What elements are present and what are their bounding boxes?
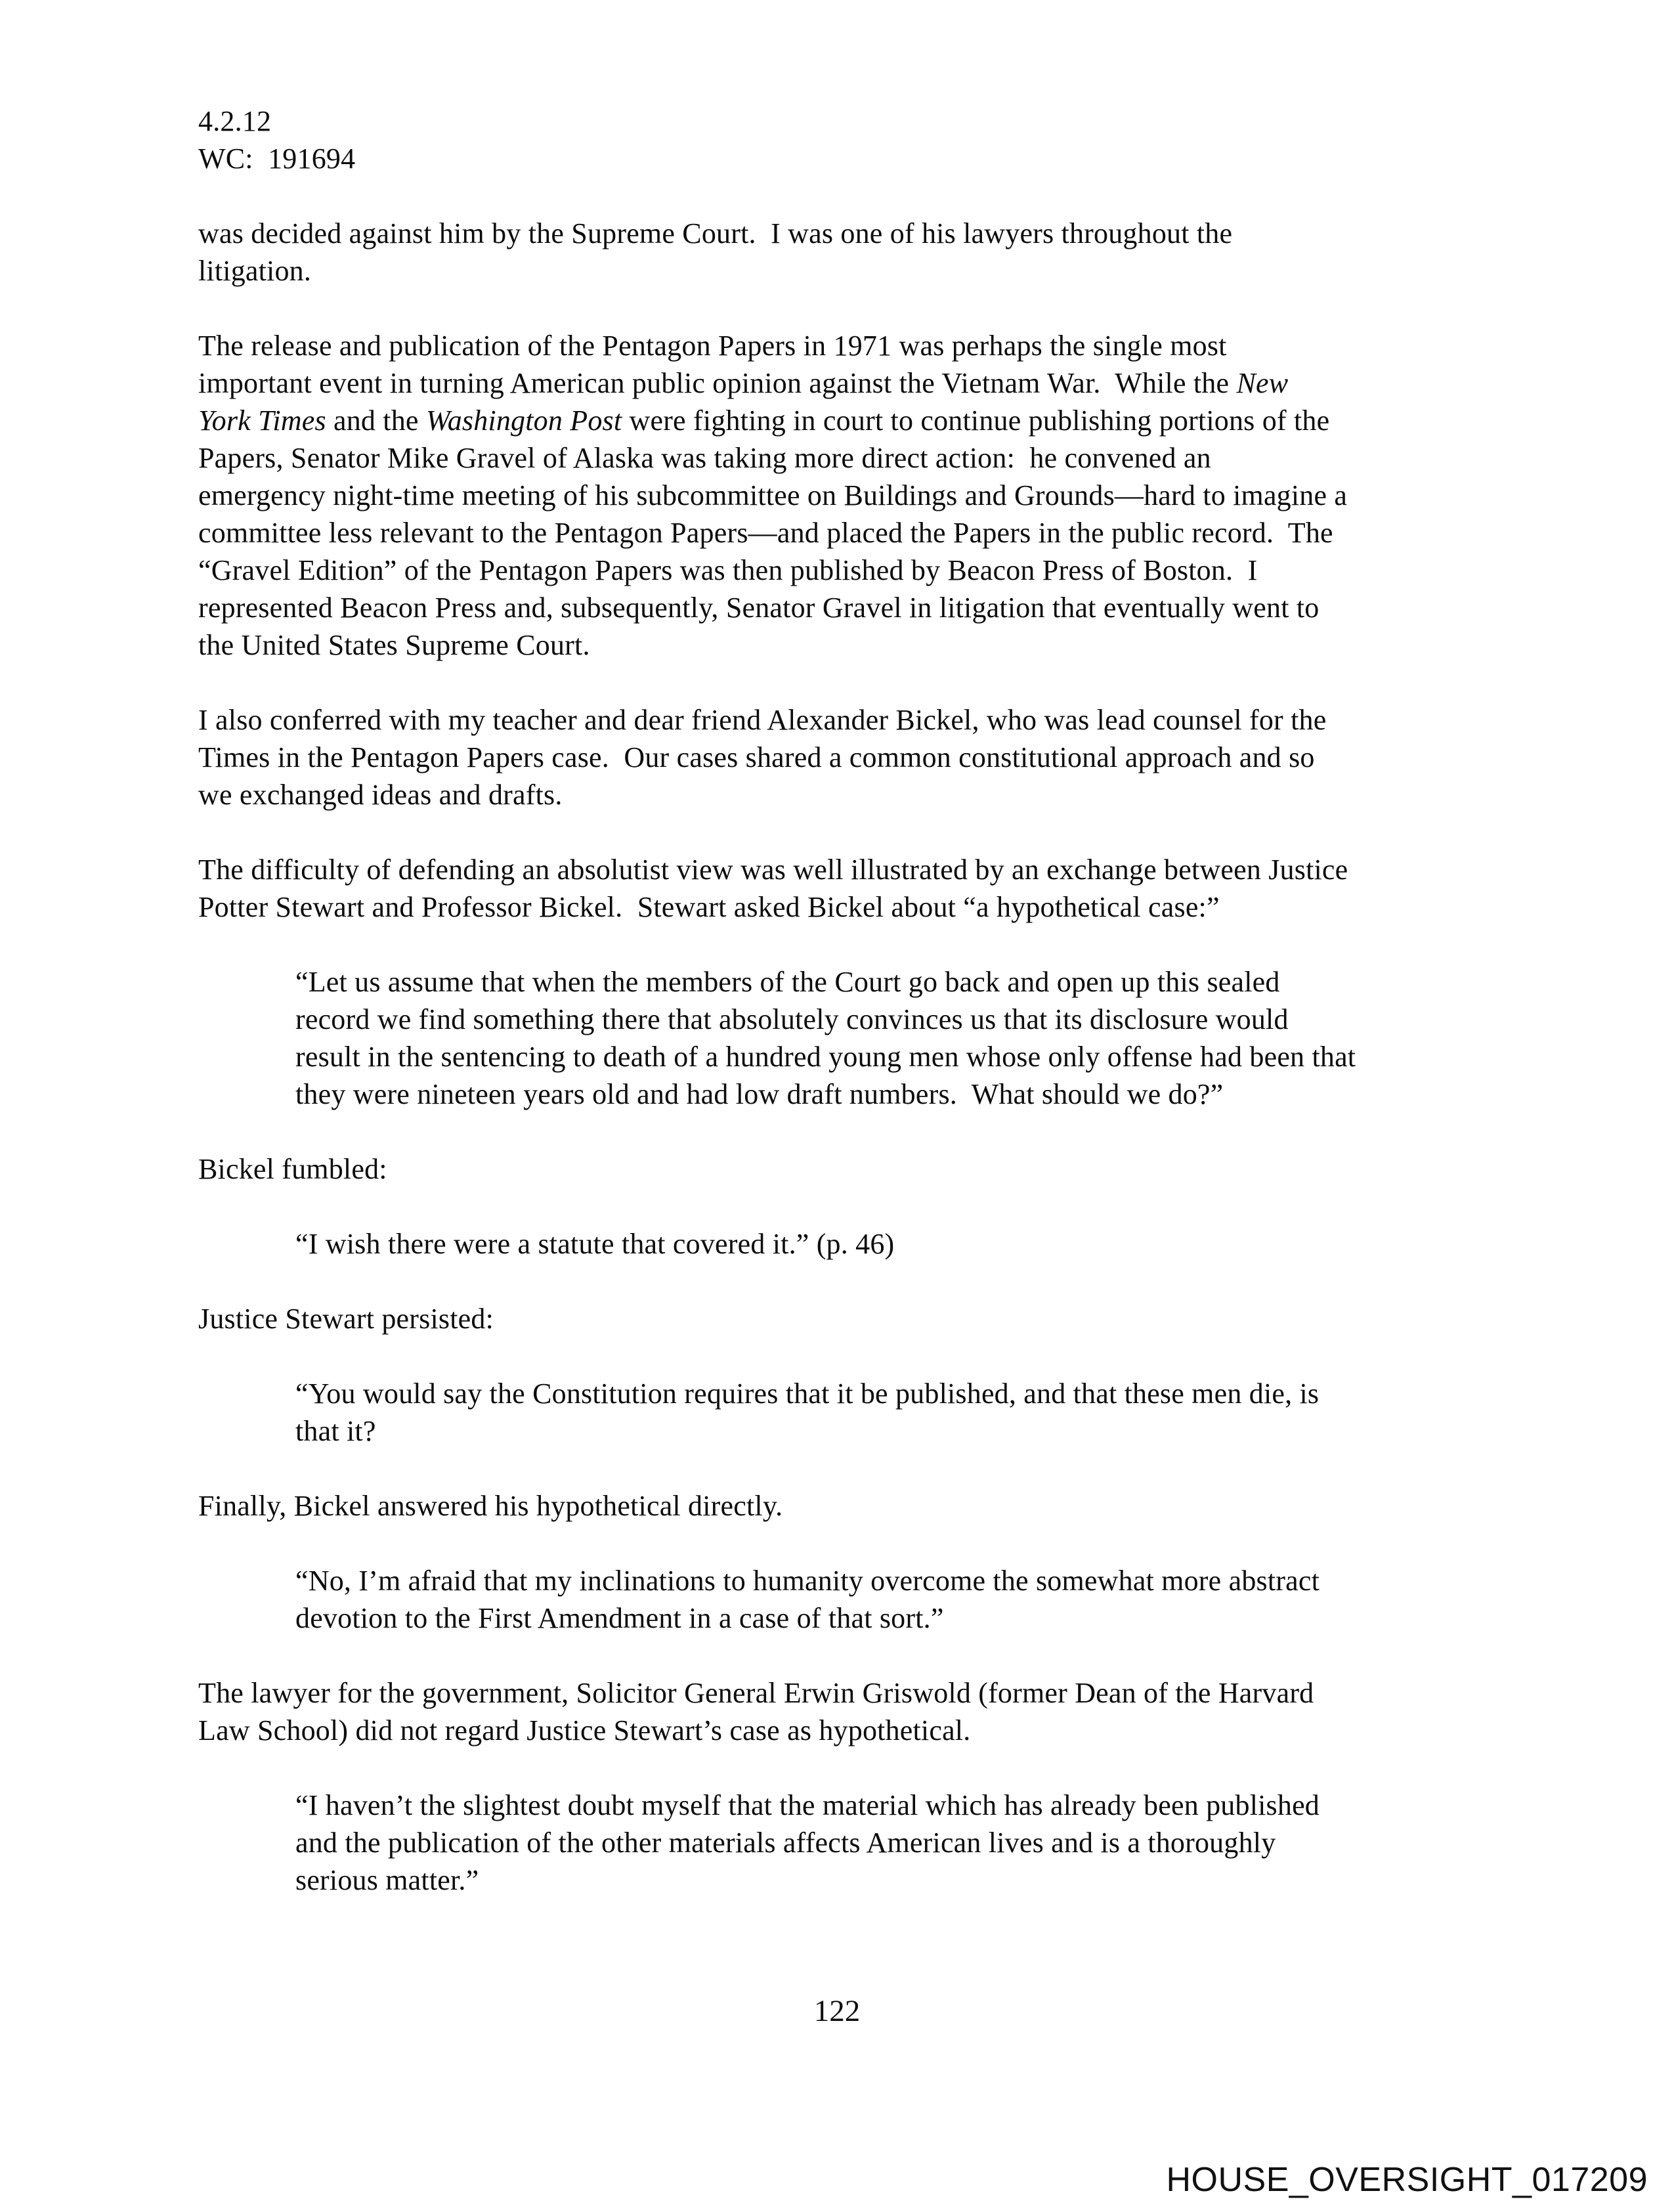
quote-line: record we find something there that absolutely convinces us that its disclosure would xyxy=(295,1003,1289,1035)
blank-line xyxy=(198,1263,1485,1300)
body-line: represented Beacon Press and, subsequently, Senator Gravel in litigation that eventually went to xyxy=(198,592,1320,624)
blank-line xyxy=(198,1525,1485,1562)
blank-line xyxy=(198,1637,1485,1674)
quote-line: result in the sentencing to death of a hundred young men whose only offense had been that xyxy=(295,1041,1356,1073)
page-number: 122 xyxy=(813,1994,861,2028)
quote-line: “Let us assume that when the members of the Court go back and open up this sealed xyxy=(295,966,1280,998)
quote-line: “I haven’t the slightest doubt myself that the material which has already been published xyxy=(295,1789,1320,1821)
quote-line: they were nineteen years old and had low draft numbers. What should we do?” xyxy=(295,1078,1224,1110)
body-line: The release and publication of the Pentagon Papers in 1971 was perhaps the single most xyxy=(198,330,1227,362)
body-line: litigation. xyxy=(198,255,312,287)
body-line: Potter Stewart and Professor Bickel. Stewart asked Bickel about “a hypothetical case:” xyxy=(198,891,1220,923)
blank-line xyxy=(198,926,1485,963)
quote-line: and the publication of the other materials affects American lives and is a thoroughly xyxy=(295,1827,1276,1859)
blank-line xyxy=(198,1749,1485,1787)
body-line: I also conferred with my teacher and dear friend Alexander Bickel, who was lead counsel for the xyxy=(198,704,1327,736)
body-line: Papers, Senator Mike Gravel of Alaska was taking more direct action: he convened an xyxy=(198,442,1211,474)
blank-line xyxy=(198,664,1485,701)
body-line: was decided against him by the Supreme Court. I was one of his lawyers throughout the xyxy=(198,217,1233,249)
body-line: Times in the Pentagon Papers case. Our cases shared a common constitutional approach and so xyxy=(198,741,1315,773)
text-flow xyxy=(198,102,1485,1899)
bates-stamp: HOUSE_OVERSIGHT_017209 xyxy=(1166,2161,1648,2199)
blank-line xyxy=(198,1188,1485,1225)
body-line: “Gravel Edition” of the Pentagon Papers was then published by Beacon Press of Boston. I xyxy=(198,554,1258,586)
body-line: important event in turning American public opinion against the Vietnam War. While the New xyxy=(198,367,1289,399)
body-line: York Times and the Washington Post were fighting in court to continue publishing portions of the xyxy=(198,404,1330,437)
quote-line: that it? xyxy=(295,1415,376,1447)
quote-line: “You would say the Constitution requires that it be published, and that these men die, is xyxy=(295,1377,1320,1410)
quote-line: “No, I’m afraid that my inclinations to humanity overcome the somewhat more abstract xyxy=(295,1565,1320,1597)
blank-line xyxy=(198,1337,1485,1375)
header-line: WC: 191694 xyxy=(198,142,356,175)
body-line: Justice Stewart persisted: xyxy=(198,1303,494,1335)
header-line: 4.2.12 xyxy=(198,105,272,137)
blank-line xyxy=(198,1450,1485,1487)
quote-line: devotion to the First Amendment in a case of that sort.” xyxy=(295,1602,944,1634)
body-line: Bickel fumbled: xyxy=(198,1153,387,1185)
blank-line xyxy=(198,177,1485,215)
body-line: The lawyer for the government, Solicitor General Erwin Griswold (former Dean of the Harvard xyxy=(198,1677,1314,1709)
body-line: Law School) did not regard Justice Stewart’s case as hypothetical. xyxy=(198,1714,971,1746)
blank-line xyxy=(198,1113,1485,1150)
body-line: Finally, Bickel answered his hypothetical directly. xyxy=(198,1490,783,1522)
quote-line: “I wish there were a statute that covered it.” (p. 46) xyxy=(295,1228,895,1260)
blank-line xyxy=(198,290,1485,327)
body-line: committee less relevant to the Pentagon Papers—and placed the Papers in the public record. The xyxy=(198,517,1333,549)
body-line: emergency night-time meeting of his subcommittee on Buildings and Grounds—hard to imagine a xyxy=(198,479,1348,511)
blank-line xyxy=(198,813,1485,851)
body-line: we exchanged ideas and drafts. xyxy=(198,779,563,811)
quote-line: serious matter.” xyxy=(295,1864,479,1896)
body-line: the United States Supreme Court. xyxy=(198,629,590,661)
body-line: The difficulty of defending an absolutist view was well illustrated by an exchange between Justice xyxy=(198,854,1348,886)
